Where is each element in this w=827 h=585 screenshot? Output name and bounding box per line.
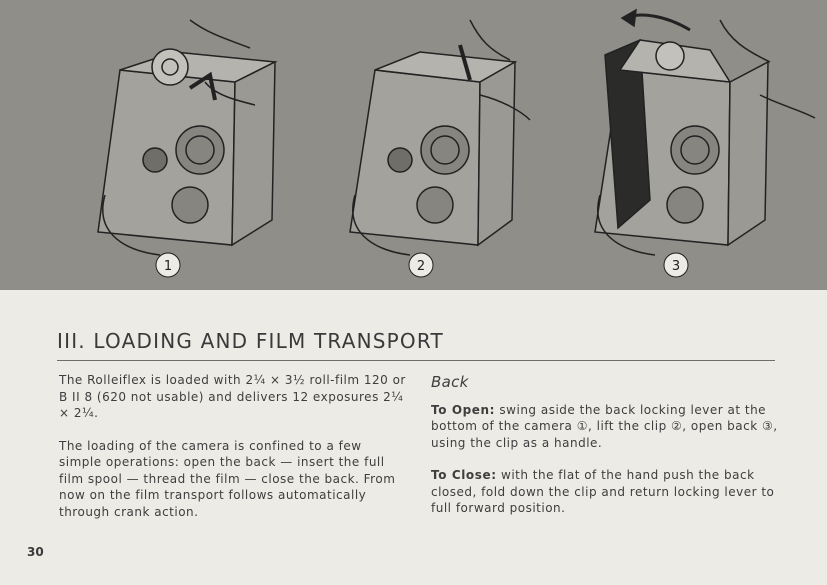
step-badges bbox=[0, 0, 827, 290]
back-subheading: Back bbox=[431, 373, 469, 391]
illustration-panel bbox=[0, 0, 827, 290]
close-lead: To Close: bbox=[431, 468, 497, 482]
step-badge-2 bbox=[409, 253, 433, 277]
step-badge-3 bbox=[664, 253, 688, 277]
open-lead: To Open: bbox=[431, 402, 496, 417]
loading-paragraph: The loading of the camera is confined to a few simple operations: open the back — insert the full film spool — thread the film — close the back. From now on the film transport follows automatically through crank action. bbox=[59, 438, 396, 519]
section-title: III. LOADING AND FILM TRANSPORT bbox=[57, 329, 444, 353]
step-badge-2-label: 2 bbox=[416, 259, 426, 274]
title-divider bbox=[57, 360, 775, 361]
left-column bbox=[59, 372, 407, 536]
step-badge-1-label: 1 bbox=[163, 259, 173, 274]
close-text: with the flat of the hand push the back closed, fold down the clip and return locking lever to full forward position. bbox=[431, 468, 775, 515]
step-badge-1 bbox=[156, 253, 180, 277]
open-instructions bbox=[431, 402, 779, 452]
page-number: 30 bbox=[27, 545, 44, 559]
right-column bbox=[431, 374, 779, 533]
open-text: swing aside the back locking lever at the bottom of the camera ①, lift the clip ②, open back ③, using the clip as a handle. bbox=[431, 402, 778, 450]
step-badge-3-label: 3 bbox=[671, 259, 681, 274]
close-instructions bbox=[431, 467, 779, 517]
intro-paragraph: The Rolleiflex is loaded with 2¼ × 3½ roll-film 120 or B II 8 (620 not usable) and delivers 12 exposures 2¼ × 2¼. bbox=[59, 373, 406, 420]
